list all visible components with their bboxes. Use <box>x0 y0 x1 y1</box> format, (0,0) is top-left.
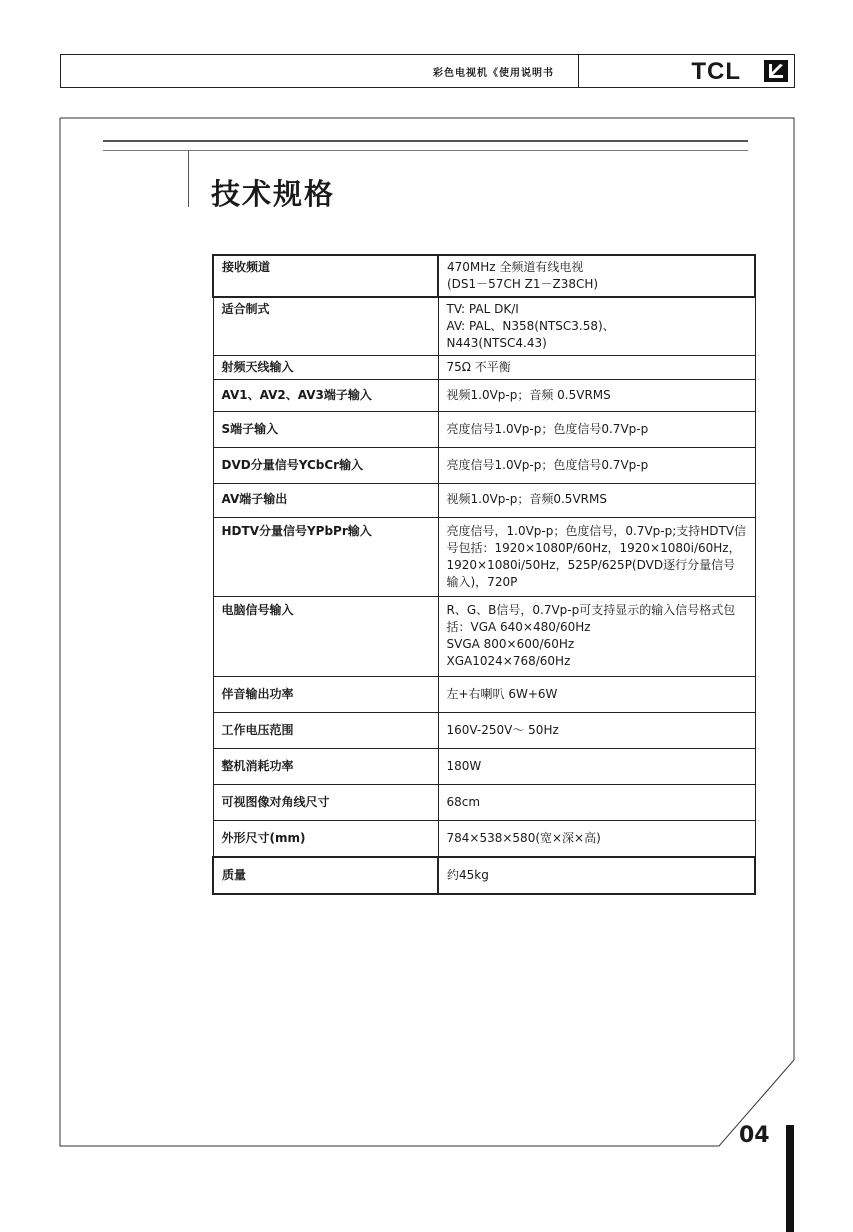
page-number: 04 <box>739 1123 770 1148</box>
spec-value: 180W <box>438 749 755 785</box>
spec-label: S端子输入 <box>213 412 438 448</box>
spec-value: 左+右喇叭 6W+6W <box>438 677 755 713</box>
spec-value: 亮度信号1.0Vp-p；色度信号0.7Vp-p <box>438 448 755 484</box>
spec-row <box>213 484 755 518</box>
spec-row <box>213 749 755 785</box>
title-rule-top <box>103 140 748 142</box>
spec-label: 伴音输出功率 <box>213 677 438 713</box>
spec-row <box>213 857 755 894</box>
spec-label: 整机消耗功率 <box>213 749 438 785</box>
spec-label: 外形尺寸(mm) <box>213 821 438 858</box>
spec-label: AV端子输出 <box>213 484 438 518</box>
spec-row <box>213 380 755 412</box>
spec-row <box>213 785 755 821</box>
spec-row <box>213 821 755 858</box>
title-accent-bar <box>188 151 189 207</box>
spec-value: 160V-250V～ 50Hz <box>438 713 755 749</box>
spec-label: 质量 <box>213 857 438 894</box>
manual-title: 彩色电视机《使用说明书 <box>433 68 554 79</box>
spec-row <box>213 518 755 597</box>
spec-value: 视频1.0Vp-p；音频0.5VRMS <box>438 484 755 518</box>
spec-row <box>213 597 755 677</box>
spec-value: 亮度信号1.0Vp-p；色度信号0.7Vp-p <box>438 412 755 448</box>
spec-row <box>213 412 755 448</box>
title-rule-bottom <box>103 150 748 151</box>
spec-label: 接收频道 <box>213 255 438 297</box>
spec-value: 视频1.0Vp-p；音频 0.5VRMS <box>438 380 755 412</box>
spec-row <box>213 356 755 380</box>
spec-table <box>212 254 756 895</box>
spec-label: 电脑信号输入 <box>213 597 438 677</box>
spec-label: DVD分量信号YCbCr输入 <box>213 448 438 484</box>
spec-label: 工作电压范围 <box>213 713 438 749</box>
spec-value: TV: PAL DK/I AV: PAL、N358(NTSC3.58)、 N443(NTSC4.43) <box>438 297 755 356</box>
brand-logo-text: TCL <box>691 58 741 85</box>
spec-value: 784×538×580(宽×深×高) <box>438 821 755 858</box>
spec-label: 射频天线输入 <box>213 356 438 380</box>
spec-row <box>213 448 755 484</box>
spec-label: 可视图像对角线尺寸 <box>213 785 438 821</box>
spec-label: 适合制式 <box>213 297 438 356</box>
spec-label: AV1、AV2、AV3端子输入 <box>213 380 438 412</box>
spec-row <box>213 677 755 713</box>
page-edge-bar <box>786 1125 794 1232</box>
spec-label: HDTV分量信号YPbPr输入 <box>213 518 438 597</box>
spec-row <box>213 297 755 356</box>
spec-row <box>213 713 755 749</box>
spec-value: 约45kg <box>438 857 755 894</box>
spec-value: R、G、B信号，0.7Vp-p可支持显示的输入信号格式包括：VGA 640×480/60Hz SVGA 800×600/60Hz XGA1024×768/60Hz <box>438 597 755 677</box>
spec-row <box>213 255 755 297</box>
page-title: 技术规格 <box>211 177 336 211</box>
spec-value: 亮度信号，1.0Vp-p；色度信号，0.7Vp-p;支持HDTV信号包括：1920×1080P/60Hz，1920×1080i/60Hz，1920×1080i/50Hz，525P/625P(DVD逐行分量信号输入)，720P <box>438 518 755 597</box>
spec-value: 68cm <box>438 785 755 821</box>
spec-value: 75Ω 不平衡 <box>438 356 755 380</box>
spec-value: 470MHz 全频道有线电视 (DS1－57CH Z1－Z38CH) <box>438 255 755 297</box>
